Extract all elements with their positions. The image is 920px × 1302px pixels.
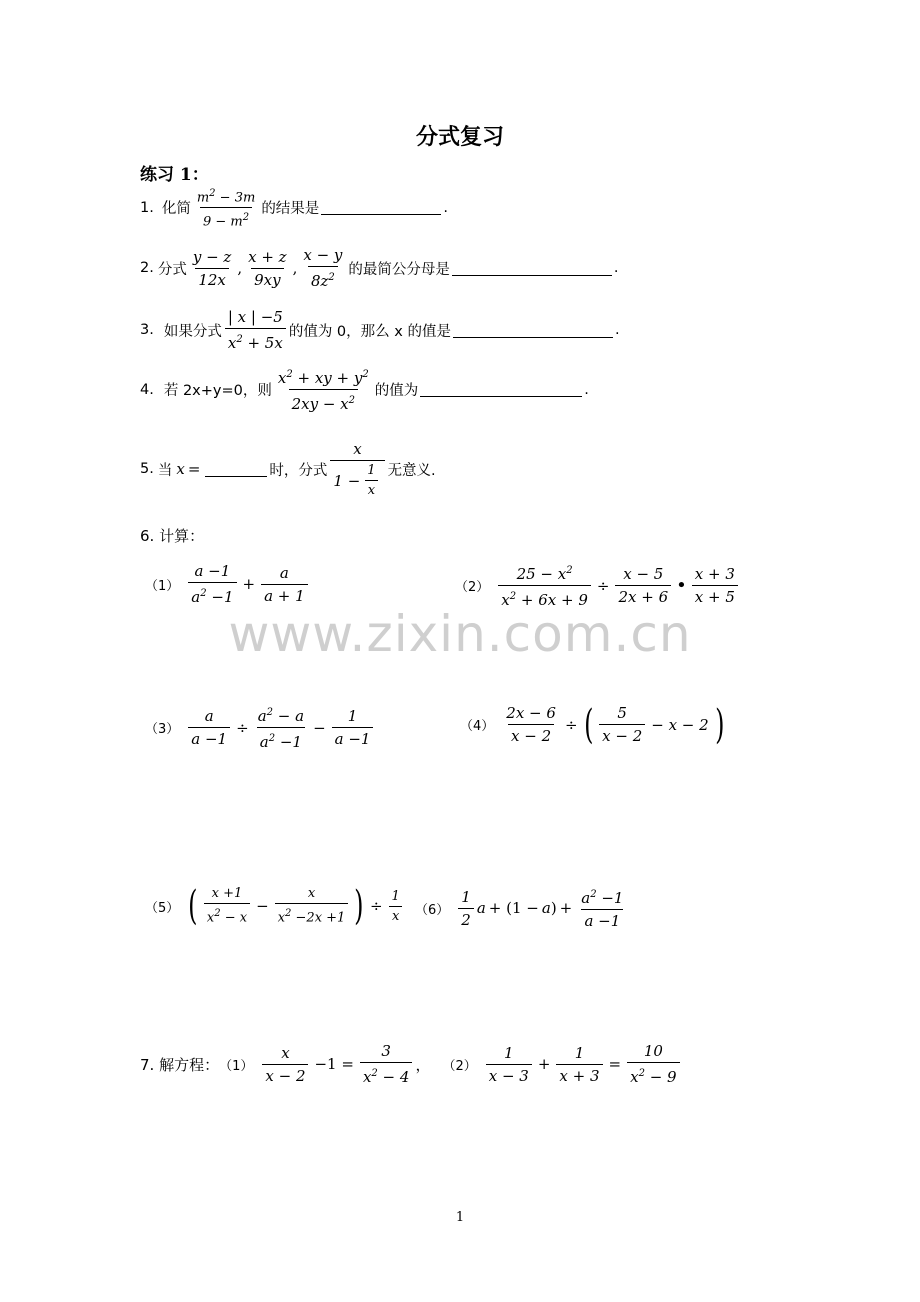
question-2: 2. 分式 $\frac{y - z}{12x}$ , $\frac{x + z}{9xy}$ , $\frac{x - y}{8z^2}$ 的最简公分母是 . bbox=[140, 246, 619, 290]
q2-end: . bbox=[613, 260, 619, 276]
q4-answer-blank[interactable] bbox=[420, 382, 582, 397]
q6-heading: 6. 计算： bbox=[140, 527, 205, 545]
q7-label-1: （1） bbox=[219, 1058, 254, 1074]
q3-prefix: 如果分式 bbox=[163, 323, 222, 340]
q1-answer-blank[interactable] bbox=[321, 200, 441, 215]
q6-part-1: （1） $\frac{a -1}{a^2 -1}$ + $\frac{a}{a + 1}$ bbox=[145, 562, 311, 606]
q7-label-2: （2） bbox=[442, 1058, 477, 1074]
q1-fraction: $\frac{m^2 - 3m}{9 - m^2}$ bbox=[196, 188, 256, 230]
q4-suffix: 的值为 bbox=[374, 383, 419, 399]
q3-answer-blank[interactable] bbox=[453, 323, 613, 338]
q6-label-1: （1） bbox=[145, 578, 180, 594]
q6-part-2: （2） $\frac{25 - x^2}{x^2 + 6x + 9}$ ÷ $\frac{x - 5}{2x + 6}$ • $\frac{x + 3}{x + 5}$ bbox=[455, 562, 741, 609]
q4-fraction: $\frac{x^2 + xy + y^2}{2xy - x^2}$ bbox=[277, 369, 369, 413]
q5-suffix: 无意义. bbox=[387, 462, 436, 479]
q2-prefix: 分式 bbox=[157, 261, 187, 278]
q6-label-4: （4） bbox=[460, 719, 495, 734]
question-5: 5. 当 x = 时，分式 x 1 − $\frac{1}{x}$ 无意义. bbox=[140, 440, 436, 498]
q6-part-4: （4） $\frac{2x - 6}{x - 2}$ ÷ ( $\frac{5}{x - 2}$ − x − 2 ) bbox=[460, 701, 725, 748]
page-number: 1 bbox=[455, 1210, 465, 1225]
q1-prefix: 化简 bbox=[161, 201, 191, 218]
q4-end: . bbox=[584, 381, 589, 398]
q3-suffix: 的值为 0，那么 x 的值是 bbox=[288, 323, 451, 340]
q5-number: 5. bbox=[140, 461, 154, 477]
q1-number: 1. bbox=[140, 199, 154, 216]
q3-fraction: $\frac{| x | -5}{x^2 + 5x}$ bbox=[225, 308, 286, 352]
q2-fraction-3: $\frac{x - y}{8z^2}$ bbox=[303, 246, 343, 290]
q5-answer-blank[interactable] bbox=[205, 462, 267, 477]
q2-answer-blank[interactable] bbox=[452, 261, 612, 276]
q2-suffix: 的最简公分母是 bbox=[348, 261, 450, 278]
section-heading: 练习 1： bbox=[140, 165, 209, 185]
q1-suffix: 的结果是 bbox=[261, 201, 320, 218]
q6-label-3: （3） bbox=[145, 722, 180, 737]
question-7: 7. 解方程： （1） $\frac{x}{x - 2}$ −1 = $\frac{3}{x^2 - 4}$ ， （2） $\frac{1}{x - 3}$ + $\frac{1}{x + 3}$ = $\frac{10}{x^2 - 9}$ bbox=[140, 1042, 683, 1086]
q6-part-6: （6） $\frac{1}{2}$ a + (1 − a ) + $\frac{a^2 -1}{a -1}$ bbox=[415, 887, 624, 930]
q6-part-5: （5） ( $\frac{x +1}{x^2 - x}$ − $\frac{x}{x^2 -2x +1}$ ) ÷ $\frac{1}{x}$ bbox=[145, 886, 406, 926]
q3-number: 3. bbox=[140, 322, 154, 338]
q2-fraction-1: $\frac{y - z}{12x}$ bbox=[192, 247, 232, 289]
q5-prefix: 当 bbox=[157, 462, 173, 479]
question-3 bbox=[140, 308, 620, 352]
question-1 bbox=[140, 186, 448, 230]
q4-prefix: 若 2x+y=0，则 bbox=[163, 383, 272, 399]
q5-mid: 时，分式 bbox=[269, 462, 328, 479]
q1-end: . bbox=[443, 199, 448, 216]
page-title: 分式复习 bbox=[415, 124, 504, 150]
q6-label-6: （6） bbox=[415, 902, 450, 918]
question-4 bbox=[140, 366, 589, 413]
q3-end: . bbox=[614, 322, 620, 338]
q7-heading: 7. 解方程： bbox=[140, 1055, 220, 1074]
q2-number: 2. bbox=[140, 260, 154, 276]
q5-fraction: x 1 − $\frac{1}{x}$ bbox=[330, 440, 384, 498]
q6-label-5: （5） bbox=[145, 900, 180, 916]
q4-number: 4. bbox=[140, 381, 154, 398]
q2-fraction-2: $\frac{x + z}{9xy}$ bbox=[248, 247, 287, 289]
q6-label-2: （2） bbox=[455, 580, 490, 595]
q6-part-3: （3） $\frac{a}{a -1}$ ÷ $\frac{a^2 - a}{a^2 -1}$ − $\frac{1}{a -1}$ bbox=[145, 704, 376, 751]
watermark: www.zixin.com.cn bbox=[228, 605, 692, 663]
